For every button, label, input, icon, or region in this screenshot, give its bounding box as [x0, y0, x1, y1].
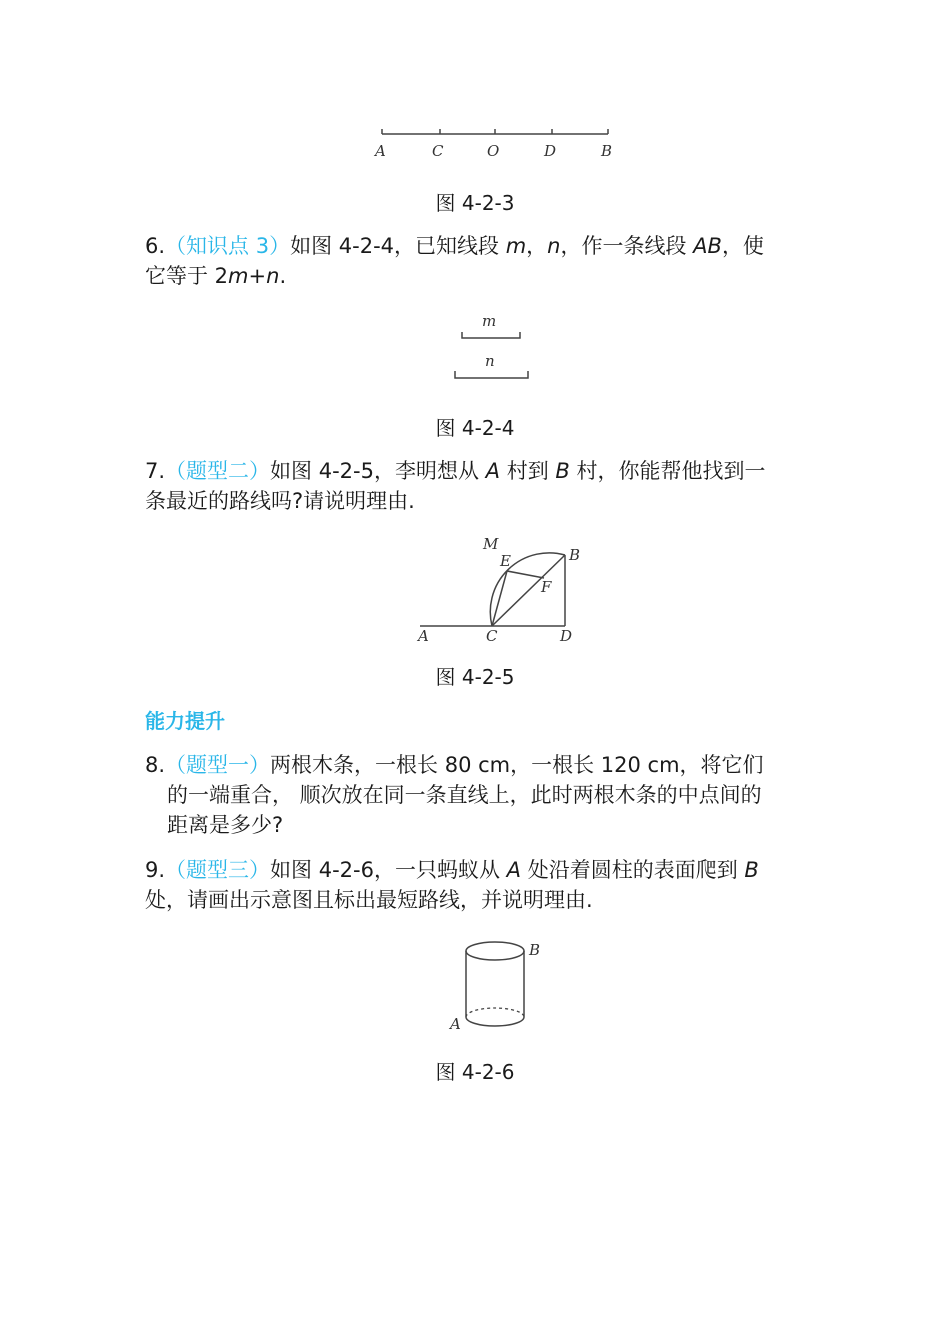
figure-4-2-5	[410, 535, 590, 645]
problem-number: 7.	[145, 459, 166, 483]
label-e: E	[500, 552, 511, 570]
label-d: D	[544, 142, 557, 160]
label-c: C	[486, 627, 498, 645]
problem-tag: （题型三）	[165, 858, 271, 882]
label-m: M	[483, 535, 499, 553]
label-n: n	[485, 352, 495, 370]
label-c: C	[432, 142, 444, 160]
caption-4-2-3: 图 4-2-3	[435, 191, 515, 215]
problem-tag: （题型一）	[165, 753, 271, 777]
problem-7: 7.（题型二）如图 4-2-5，李明想从 A 村到 B 村，你能帮他找到一 条最近的路线吗?请说明理由.	[145, 459, 766, 513]
label-o: O	[487, 142, 500, 160]
problem-tag: （知识点 3）	[165, 234, 291, 258]
label-f: F	[541, 578, 552, 596]
figure-4-2-3	[370, 122, 620, 162]
caption-4-2-6: 图 4-2-6	[435, 1060, 515, 1084]
label-m: m	[482, 312, 497, 330]
label-d: D	[560, 627, 573, 645]
problem-number: 6.	[145, 234, 166, 258]
problem-9: 9.（题型三）如图 4-2-6，一只蚂蚁从 A 处沿着圆柱的表面爬到 B 处，请画出示意图且标出最短路线，并说明理由.	[145, 858, 759, 912]
problem-6: 6.（知识点 3）如图 4-2-4，已知线段 m，n，作一条线段 AB，使 它等于 2m+n.	[145, 234, 764, 288]
caption-4-2-5: 图 4-2-5	[435, 665, 515, 689]
label-a: A	[375, 142, 386, 160]
figure-4-2-4	[440, 305, 540, 385]
problem-number: 8.	[145, 753, 166, 777]
label-b: B	[601, 142, 613, 160]
section-heading: 能力提升	[145, 709, 225, 733]
label-b: B	[529, 941, 541, 959]
label-a: A	[418, 627, 429, 645]
problem-8: 8.（题型一）两根木条，一根长 80 cm，一根长 120 cm，将它们 的一端重合， 顺次放在同一条直线上，此时两根木条的中点间的 距离是多少?	[145, 753, 764, 837]
label-a: A	[450, 1015, 461, 1033]
label-b: B	[569, 546, 581, 564]
problem-number: 9.	[145, 858, 166, 882]
problem-tag: （题型二）	[165, 459, 271, 483]
figure-4-2-6	[440, 935, 550, 1035]
caption-4-2-4: 图 4-2-4	[435, 416, 515, 440]
